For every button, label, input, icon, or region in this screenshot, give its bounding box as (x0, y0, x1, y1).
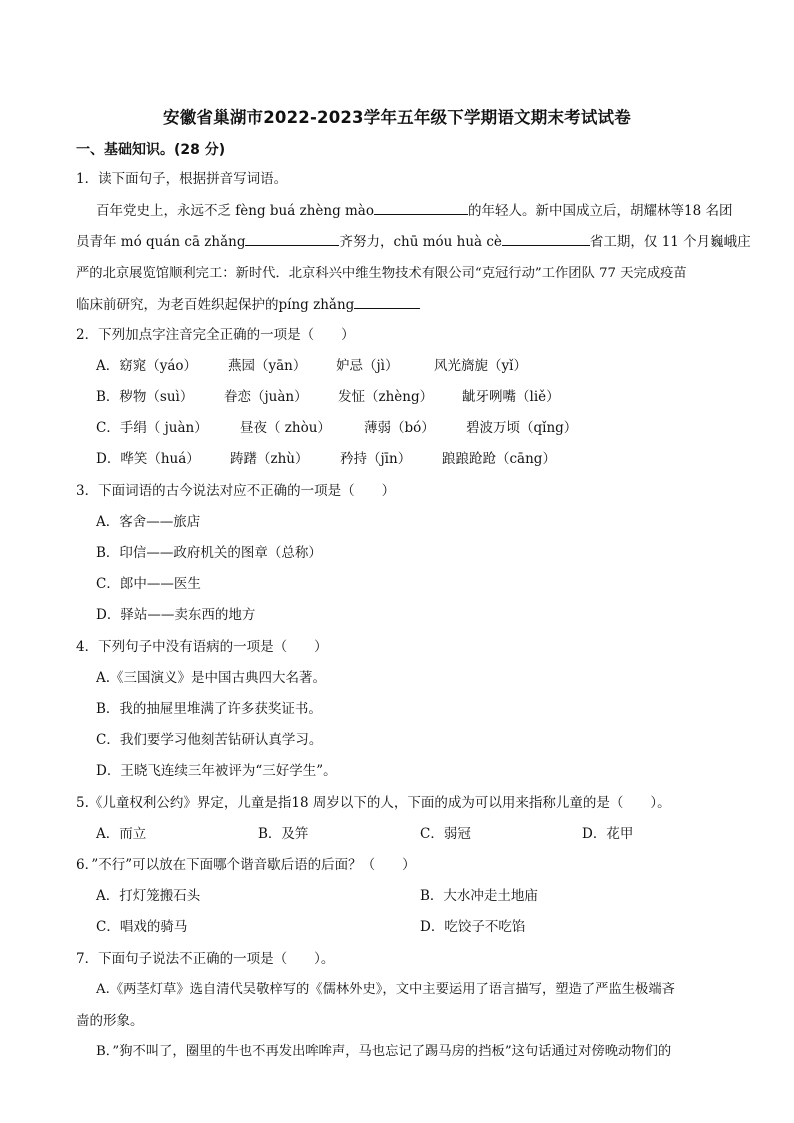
q5-option-c[interactable]: C．弱冠 (420, 826, 471, 842)
option-part: C．手绢（ juàn） (96, 420, 208, 436)
option-part: 燕园（yān） (228, 358, 307, 374)
q4-option-b[interactable]: B．我的抽屉里堆满了许多获奖证书。 (96, 701, 322, 717)
q5-option-d[interactable]: D．花甲 (582, 826, 634, 842)
option-part: 碧波万顷（qǐng） (466, 420, 578, 436)
q7-option-a-line2[interactable]: 啬的形象。 (76, 1013, 144, 1029)
q3-option-a[interactable]: A．客舍——旅店 (96, 514, 201, 530)
q1-text: 省工期，仅 11 个月巍峨庄 (589, 234, 751, 250)
q2-stem: 2．下列加点字注音完全正确的一项是（ ） (76, 327, 355, 343)
q6-option-c[interactable]: C．唱戏的骑马 (96, 919, 188, 935)
page-title: 安徽省巢湖市2022-2023学年五年级下学期语文期末考试试卷 (163, 108, 631, 127)
q1-paragraph-line4 (76, 293, 420, 313)
q1-paragraph-line1 (96, 199, 732, 219)
answer-blank[interactable] (245, 233, 339, 246)
q4-stem: 4．下列句子中没有语病的一项是（ ） (76, 639, 328, 655)
option-part: 踌躇（zhù） (230, 451, 309, 467)
q1-stem: 1．读下面句子，根据拼音写词语。 (76, 171, 288, 187)
q1-text: 临床前研究，为老百姓织起保护的píng zhǎng (76, 297, 355, 313)
q1-paragraph-line2 (76, 230, 751, 250)
q7-option-a-line1[interactable]: A.《两茎灯草》选自清代吴敬梓写的《儒林外史》，文中主要运用了语言描写，塑造了严监生极端吝 (96, 982, 675, 997)
option-part: 眷恋（juàn） (224, 389, 308, 405)
q5-option-a[interactable]: A．而立 (96, 826, 147, 842)
q6-option-d[interactable]: D．吃饺子不吃馅 (420, 919, 526, 935)
option-part: 踉踉跄跄（cāng） (442, 451, 556, 467)
option-part: 发怔（zhèng） (338, 389, 434, 405)
option-part: D．哗笑（huá） (96, 451, 200, 467)
option-part: 薄弱（bó） (364, 420, 435, 436)
option-part: 龇牙咧嘴（liě） (462, 389, 560, 405)
option-part: B．秽物（suì） (96, 389, 194, 405)
option-part: 昼夜（ zhòu） (240, 420, 331, 436)
q5-stem: 5.《儿童权利公约》界定，儿童是指18 周岁以下的人，下面的成为可以用来指称儿童的是（ ）。 (76, 795, 671, 811)
answer-blank[interactable] (374, 202, 468, 215)
q7-option-b-line1[interactable]: B．”狗不叫了，圈里的牛也不再发出哞哞声，马也忘记了踢马房的挡板”这句话通过对傍晚动物们的 (96, 1044, 672, 1059)
q6-option-b[interactable]: B．大水冲走土地庙 (420, 888, 538, 904)
q3-stem: 3．下面词语的古今说法对应不正确的一项是（ ） (76, 483, 396, 499)
q3-option-c[interactable]: C．郎中——医生 (96, 576, 201, 592)
q4-option-c[interactable]: C．我们要学习他刻苦钻研认真学习。 (96, 732, 323, 748)
answer-blank[interactable] (354, 296, 420, 309)
q7-stem: 7．下面句子说法不正确的一项是（ ）。 (76, 951, 335, 967)
q5-option-b[interactable]: B．及笄 (258, 826, 309, 842)
q1-text: 百年党史上，永远不乏 fèng buá zhèng mào (96, 203, 374, 219)
q3-option-b[interactable]: B．印信——政府机关的图章（总称） (96, 545, 322, 561)
section-heading: 一、基础知识。(28 分) (76, 142, 226, 158)
q6-stem: 6．”不行”可以放在下面哪个谐音歇后语的后面？（ ） (76, 857, 416, 873)
option-part: 风光旖旎（yǐ） (434, 358, 527, 374)
q4-option-a[interactable]: A.《三国演义》是中国古典四大名著。 (96, 670, 327, 686)
answer-blank[interactable] (502, 233, 590, 246)
option-part: 妒忌（jì） (336, 358, 399, 374)
q1-text: 的年轻人。新中国成立后，胡耀林等18 名团 (467, 203, 733, 219)
q1-paragraph-line3: 严的北京展览馆顺利完工：新时代．北京科兴中维生物技术有限公司“克冠行动”工作团队 77 天完成疫苗 (76, 266, 687, 281)
q6-option-a[interactable]: A．打灯笼搬石头 (96, 888, 201, 904)
q1-text: 齐努力，chū móu huà cè (339, 234, 502, 250)
option-part: 矜持（jīn） (340, 451, 412, 467)
q3-option-d[interactable]: D．驿站——卖东西的地方 (96, 607, 256, 623)
option-part: A．窈窕（yáo） (96, 358, 198, 374)
q1-text: 员青年 mó quán cā zhǎng (76, 234, 246, 250)
q4-option-d[interactable]: D．王晓飞连续三年被评为“三好学生”。 (96, 763, 337, 779)
